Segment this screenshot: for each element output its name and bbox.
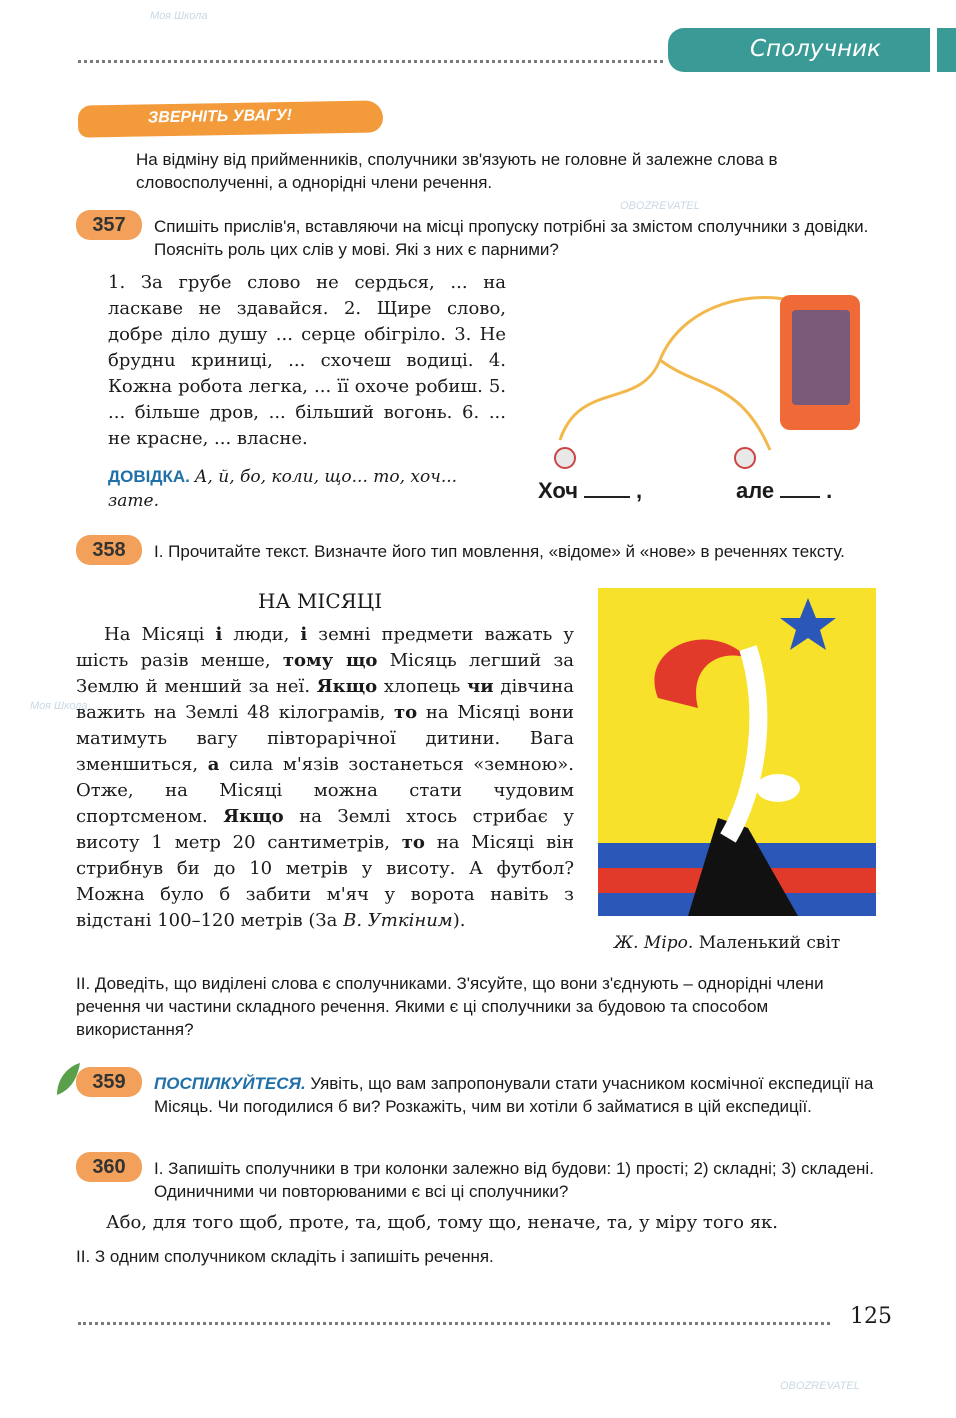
miro-painting [598,588,876,916]
exercise-number: 360 [76,1152,142,1182]
discussion-label: ПОСПІЛКУЙТЕСЯ. [154,1074,306,1093]
exercise-359-text [154,1072,876,1118]
blank-line [584,496,630,498]
footer-divider [78,1322,830,1325]
attention-label: ЗВЕРНІТЬ УВАГУ! [147,106,293,127]
caption-period: . [826,478,833,503]
painting-caption [614,930,840,956]
caption-comma: , [636,478,643,503]
attention-banner [78,100,384,137]
caption-word-ale: але [736,478,775,503]
reference-text: А, й, бо, коли, що... то, хоч... зате. [108,467,458,511]
illustration-caption-left [538,478,642,504]
caption-word-hoch: Хоч [538,478,579,503]
page-number: 125 [850,1304,892,1329]
exercise-358-task2: ІІ. Доведіть, що виділені слова є сполучниками. З'ясуйте, що вони з'єднують – однорідні члени речення чи частини складного речення. Якими є ці сполучники за будовою та способом використання? [76,974,824,1039]
story-title: НА МІСЯЦІ [258,589,383,613]
attention-text: На відміну від прийменників, сполучники зв'язують не головне й залежне слова в словосполученні, а однорідні члени речення. [136,150,778,192]
reference-label: ДОВІДКА. [108,467,190,486]
header-divider [78,60,663,63]
story-text: На Місяці і люди, і земні предмети важать у шість разів менше, тому що Місяць легший за Землю й менший за неї. Якщо хлопець чи дівчина важить на Землі 48 кілограмів, то на Місяці вони матимуть вагу півторарічної дитини. Вага зменшиться, а сила м'язів зостанеться «земною». Отже, на Місяці можна стати чудовим спортсменом. Якщо на Землі хтось стрибає у висоту 1 метр 20 сантиметрів, то на Місяці він стрибнув би до 10 метрів у висоту. А футбол? Можна було б забити м'яч у ворота навіть з відстані 100–120 метрів (За В. Уткіним). [76,624,575,931]
exercise-number: 357 [76,210,142,240]
conjunction-list: Або, для того щоб, проте, та, щоб, тому що, неначе, та, у міру того як. [106,1212,779,1233]
discussion-text: Уявіть, що вам запропонували стати учасником космічної експедиції на Місяць. Чи погодилися б ви? Розкажіть, чим ви хотіли б займатися в цій експедиції. [154,1074,874,1116]
section-tab-edge [937,28,956,72]
exercise-357-proverbs: 1. За грубе слово не сердься, ... на ласкаве не здавайся. 2. Щире слово, добре діло душу ... серце обігріло. 3. Не бруднu криниці, ... схочеш водиці. 4. Кожна робота легка, ... її охоче робиш. 5. ... більше дров, ... більший вогонь. 6. ... не красне, ... власне. [108,272,506,449]
exercise-357-reference [108,465,506,513]
exercise-number: 358 [76,535,142,565]
section-tab [668,28,930,72]
watermark: OBOZREVATEL [780,1380,860,1392]
section-title: Сполучник [750,36,881,62]
exercise-358-task: І. Прочитайте текст. Визначте його тип мовлення, «відоме» й «нове» в реченнях тексту. [154,542,845,561]
watermark: OBOZREVATEL [620,200,700,212]
phone-earphones-illustration [540,280,880,480]
exercise-360-task2: ІІ. З одним сполучником складіть і запишіть речення. [76,1247,494,1266]
watermark: Моя Школа [30,700,88,712]
caption-author: Ж. Міро. [614,933,694,953]
caption-title: Маленький світ [698,933,841,953]
exercise-number: 359 [76,1067,142,1097]
illustration-caption-right [736,478,832,504]
exercise-360-task: І. Запишіть сполучники в три колонки залежно від будови: 1) прості; 2) складні; 3) складені. Одиничними чи повторюваними є всі ці сполучники? [154,1159,874,1201]
blank-line [780,496,820,498]
watermark: Моя Школа [150,10,208,22]
exercise-357-task: Спишіть прислів'я, вставляючи на місці пропуску потрібні за змістом сполучники з довідки. Поясніть роль цих слів у мові. Які з них є парними? [154,217,869,259]
